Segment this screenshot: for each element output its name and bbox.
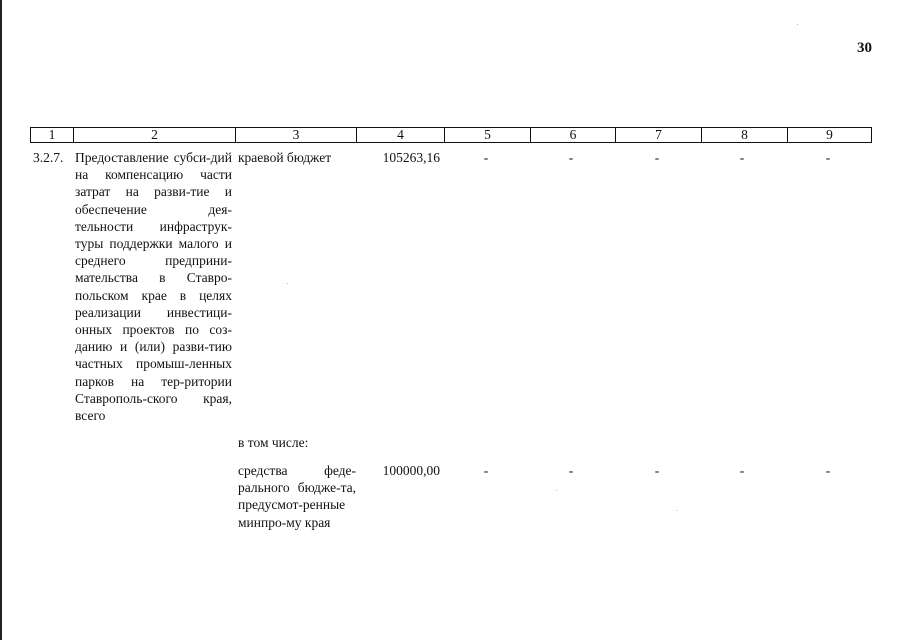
scan-speck <box>287 283 288 284</box>
header-col-5: 5 <box>444 128 530 142</box>
scan-speck <box>676 510 677 511</box>
header-col-7: 7 <box>615 128 701 142</box>
page-number: 30 <box>857 40 872 56</box>
header-col-8: 8 <box>701 128 787 142</box>
federal-value: 100000,00 <box>382 463 440 478</box>
row-col-8: - <box>739 150 745 165</box>
row-col-9: - <box>825 150 831 165</box>
including-label: в том числе: <box>238 435 309 450</box>
row-col-7: - <box>654 150 660 165</box>
row-code: 3.2.7. <box>33 150 64 165</box>
row-col-5: - <box>483 150 489 165</box>
federal-col-8: - <box>739 463 745 478</box>
row-description: Предоставление субси-дий на компенсацию части затрат на разви-тие и обеспечение дея-тельности инфраструк-туры поддержки малого и среднего предприни-мательства в Ставро-польском крае в целях реализации инвестици-онных проектов по соз-данию и (или) разви-тию частных промыш-ленных парков на тер-ритории Ставрополь-ского края, всего <box>75 150 232 424</box>
table-header-row <box>30 127 872 143</box>
federal-col-7: - <box>654 463 660 478</box>
row-value: 105263,16 <box>382 150 440 165</box>
page-left-border <box>0 0 2 640</box>
scan-speck <box>797 24 798 25</box>
federal-source: средства феде-рального бюдже-та, предусмот-ренные минпро-му края <box>238 463 356 530</box>
federal-col-5: - <box>483 463 489 478</box>
federal-col-6: - <box>568 463 574 478</box>
header-col-6: 6 <box>530 128 615 142</box>
header-col-4: 4 <box>356 128 444 142</box>
scan-speck <box>556 490 557 491</box>
row-source: краевой бюджет <box>238 150 332 165</box>
header-col-9: 9 <box>787 128 871 142</box>
federal-col-9: - <box>825 463 831 478</box>
header-col-2: 2 <box>73 128 235 142</box>
header-col-1: 1 <box>48 127 56 142</box>
header-col-3: 3 <box>235 128 356 142</box>
row-col-6: - <box>568 150 574 165</box>
